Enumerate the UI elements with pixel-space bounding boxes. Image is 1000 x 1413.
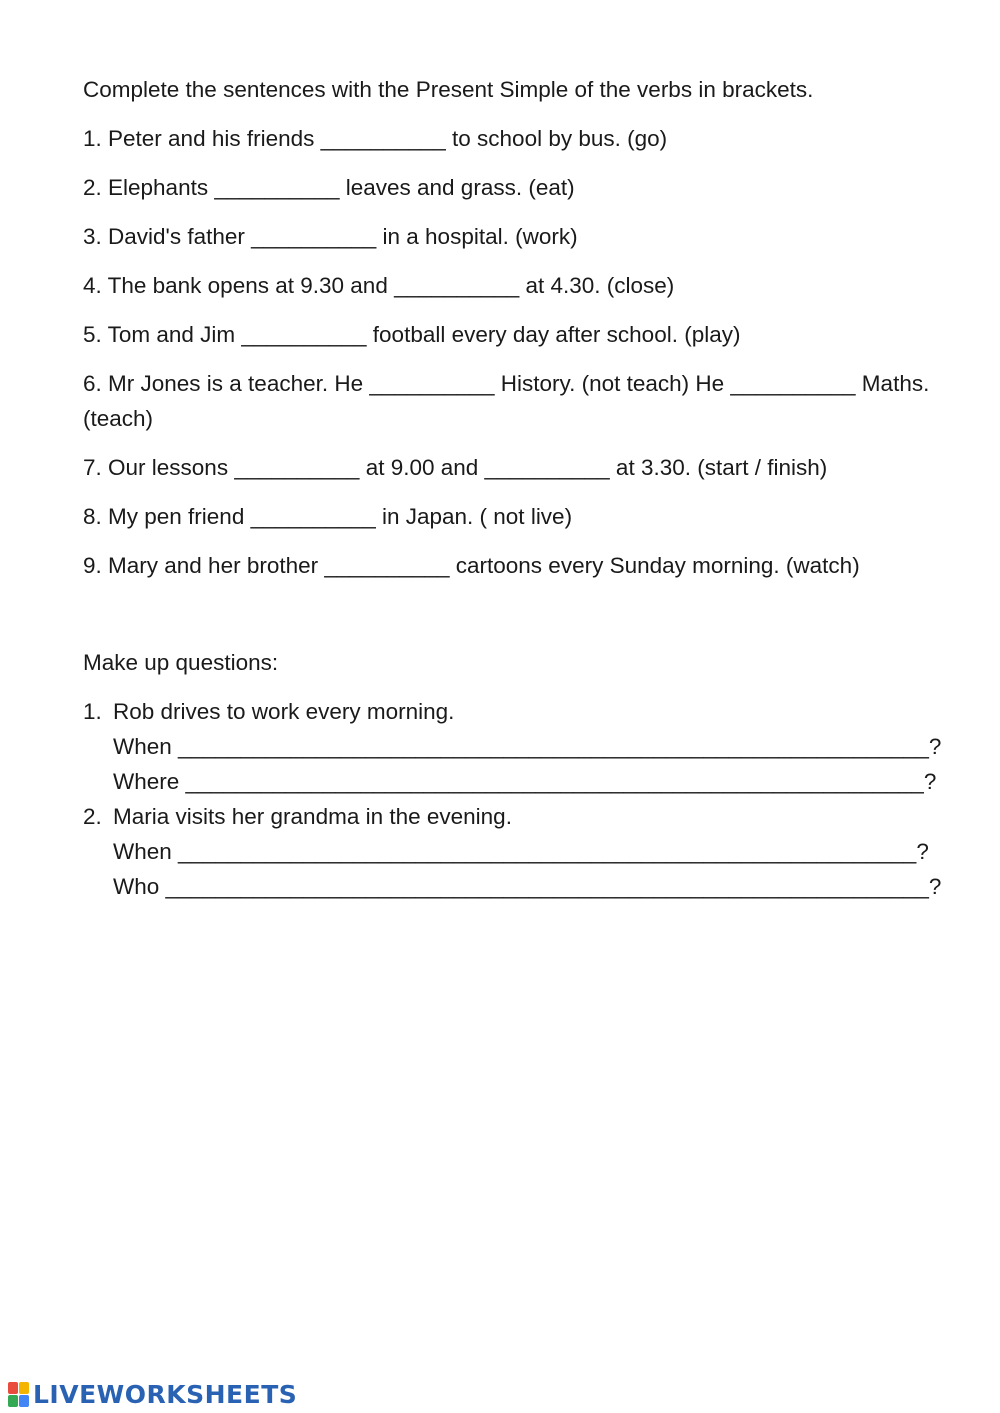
logo-tile [8, 1395, 18, 1407]
question-statement: Maria visits her grandma in the evening. [113, 804, 512, 829]
sentence-8: 8. My pen friend __________ in Japan. ( not live) [83, 504, 573, 529]
sentence-6: 6. Mr Jones is a teacher. He __________ History. (not teach) He __________ Maths. (teach) [83, 371, 930, 431]
sentence-2: 2. Elephants __________ leaves and grass. (eat) [83, 175, 575, 200]
liveworksheets-logo-icon [8, 1382, 29, 1407]
logo-tile [8, 1382, 18, 1394]
sentence-3: 3. David's father __________ in a hospital. (work) [83, 224, 578, 249]
brand-name: LIVEWORKSHEETS [33, 1380, 298, 1409]
sentence-7: 7. Our lessons __________ at 9.00 and __________ at 3.30. (start / finish) [83, 455, 828, 480]
sentence-1: 1. Peter and his friends __________ to school by bus. (go) [83, 126, 668, 151]
question-item-2 [83, 799, 953, 834]
question-statement: Rob drives to work every morning. [113, 699, 455, 724]
question-number: 2. [83, 804, 102, 829]
section-spacer [83, 597, 953, 645]
question-list [83, 694, 953, 904]
questions-heading: Make up questions: [83, 650, 279, 675]
logo-tile [19, 1382, 29, 1394]
question-prompt-where: Where ___________________________________________________________? [113, 769, 937, 794]
worksheet [83, 72, 953, 904]
instructions: Complete the sentences with the Present Simple of the verbs in brackets. [83, 77, 814, 102]
question-item-1 [83, 694, 953, 729]
question-prompt-when: When ____________________________________________________________? [113, 734, 942, 759]
sentence-5: 5. Tom and Jim __________ football every day after school. (play) [83, 322, 741, 347]
sentence-9: 9. Mary and her brother __________ cartoons every Sunday morning. (watch) [83, 553, 860, 578]
sentence-4: 4. The bank opens at 9.30 and __________ at 4.30. (close) [83, 273, 675, 298]
logo-tile [19, 1395, 29, 1407]
question-number: 1. [83, 699, 102, 724]
question-prompt-who: Who _____________________________________________________________? [113, 874, 942, 899]
footer-brand [8, 1380, 297, 1409]
question-prompt-when: When ___________________________________________________________? [113, 839, 929, 864]
